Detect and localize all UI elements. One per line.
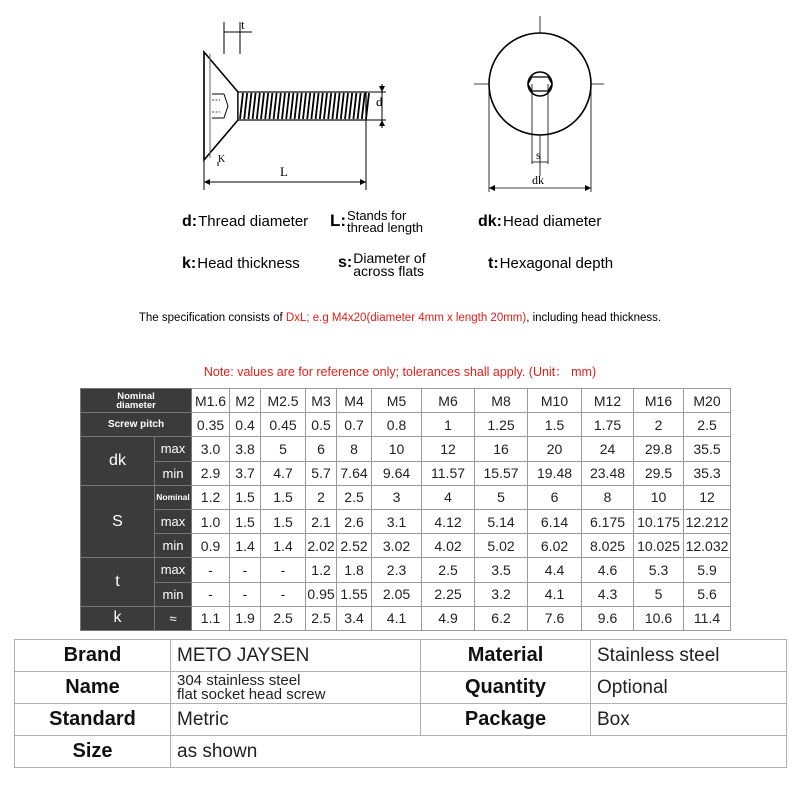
legend-d: [182, 214, 308, 230]
legend-s-symbol: s:: [338, 254, 353, 271]
cell-sizes-3: M3: [306, 389, 337, 413]
label-s: s: [536, 148, 541, 162]
quantity-value: Optional: [591, 672, 787, 704]
cell-k-approx-4: 3.4: [337, 606, 372, 630]
cell-s-max-5: 3.1: [372, 509, 422, 533]
cell-t-max-1: -: [230, 558, 261, 582]
cell-screw-pitch-2: 0.45: [261, 413, 306, 437]
cell-s-max-6: 4.12: [422, 509, 475, 533]
cell-dk-min-5: 9.64: [372, 461, 422, 485]
cell-s-min-4: 2.52: [337, 534, 372, 558]
brand-label: Brand: [15, 640, 171, 672]
cell-s-max-11: 12.212: [684, 509, 731, 533]
cell-s-max-1: 1.5: [230, 509, 261, 533]
cell-t-min-1: -: [230, 582, 261, 606]
cell-s-max-9: 6.175: [582, 509, 634, 533]
cell-k-approx-3: 2.5: [306, 606, 337, 630]
screw-pitch-header: Screw pitch: [81, 413, 192, 437]
cell-dk-max-5: 10: [372, 437, 422, 461]
row-s-max: [81, 509, 731, 533]
legend-s-line1: Diameter of: [353, 250, 426, 266]
k-approx-label: ≈: [155, 606, 192, 630]
size-value: as shown: [171, 736, 787, 768]
cell-s-nominal-4: 2.5: [337, 485, 372, 509]
cell-sizes-1: M2: [230, 389, 261, 413]
info-row-size: [15, 736, 787, 768]
cell-t-min-4: 1.55: [337, 582, 372, 606]
label-L: L: [280, 164, 288, 179]
cell-s-min-6: 4.02: [422, 534, 475, 558]
cell-dk-max-6: 12: [422, 437, 475, 461]
row-dk-max: [81, 437, 731, 461]
spec-table: [80, 388, 731, 631]
cell-dk-max-7: 16: [475, 437, 528, 461]
cell-sizes-8: M10: [528, 389, 582, 413]
cell-k-approx-9: 9.6: [582, 606, 634, 630]
cell-sizes-7: M8: [475, 389, 528, 413]
cell-t-max-7: 3.5: [475, 558, 528, 582]
cell-sizes-11: M20: [684, 389, 731, 413]
cell-s-nominal-9: 8: [582, 485, 634, 509]
legend-dk: [478, 214, 601, 230]
quantity-label: Quantity: [421, 672, 591, 704]
s-header: S: [81, 485, 155, 558]
cell-dk-min-7: 15.57: [475, 461, 528, 485]
t-max-label: max: [155, 558, 192, 582]
cell-s-nominal-6: 4: [422, 485, 475, 509]
cell-s-max-3: 2.1: [306, 509, 337, 533]
row-t-max: [81, 558, 731, 582]
s-max-label: max: [155, 509, 192, 533]
label-t: t: [241, 17, 245, 32]
specification-note: [0, 312, 800, 324]
cell-dk-min-4: 7.64: [337, 461, 372, 485]
cell-s-nominal-10: 10: [634, 485, 684, 509]
product-info-table: [14, 639, 787, 768]
cell-screw-pitch-0: 0.35: [192, 413, 230, 437]
cell-dk-min-6: 11.57: [422, 461, 475, 485]
legend-d-text: Thread diameter: [198, 213, 309, 230]
screw-side-view-drawing: [190, 14, 400, 194]
cell-t-min-10: 5: [634, 582, 684, 606]
s-min-label: min: [155, 534, 192, 558]
cell-s-min-1: 1.4: [230, 534, 261, 558]
standard-label: Standard: [15, 704, 171, 736]
legend-s: [338, 252, 426, 278]
legend-k-text: Head thickness: [197, 255, 300, 272]
cell-s-max-0: 1.0: [192, 509, 230, 533]
cell-sizes-0: M1.6: [192, 389, 230, 413]
cell-sizes-6: M6: [422, 389, 475, 413]
cell-t-max-2: -: [261, 558, 306, 582]
info-row-brand: [15, 640, 787, 672]
package-label: Package: [421, 704, 591, 736]
cell-t-max-9: 4.6: [582, 558, 634, 582]
legend-L-symbol: L:: [330, 211, 347, 230]
cell-s-min-5: 3.02: [372, 534, 422, 558]
cell-s-max-7: 5.14: [475, 509, 528, 533]
cell-k-approx-11: 11.4: [684, 606, 731, 630]
cell-s-max-2: 1.5: [261, 509, 306, 533]
cell-dk-min-0: 2.9: [192, 461, 230, 485]
cell-k-approx-2: 2.5: [261, 606, 306, 630]
cell-t-max-10: 5.3: [634, 558, 684, 582]
cell-s-nominal-1: 1.5: [230, 485, 261, 509]
size-label: Size: [15, 736, 171, 768]
legend-t: [488, 256, 613, 272]
cell-dk-min-2: 4.7: [261, 461, 306, 485]
cell-t-max-0: -: [192, 558, 230, 582]
cell-dk-max-2: 5: [261, 437, 306, 461]
name-value-line2: flat socket head screw: [177, 685, 326, 703]
cell-s-max-8: 6.14: [528, 509, 582, 533]
cell-s-min-8: 6.02: [528, 534, 582, 558]
cell-s-min-7: 5.02: [475, 534, 528, 558]
cell-screw-pitch-8: 1.5: [528, 413, 582, 437]
cell-t-max-5: 2.3: [372, 558, 422, 582]
cell-screw-pitch-3: 0.5: [306, 413, 337, 437]
cell-screw-pitch-7: 1.25: [475, 413, 528, 437]
cell-sizes-5: M5: [372, 389, 422, 413]
row-screw-pitch: [81, 413, 731, 437]
cell-screw-pitch-5: 0.8: [372, 413, 422, 437]
s-nominal-label: Nominal: [155, 485, 192, 509]
cell-dk-max-10: 29.8: [634, 437, 684, 461]
cell-screw-pitch-11: 2.5: [684, 413, 731, 437]
cell-s-nominal-2: 1.5: [261, 485, 306, 509]
spec-note-highlight: DxL; e.g M4x20(diameter 4mm x length 20mm): [285, 312, 527, 324]
cell-k-approx-10: 10.6: [634, 606, 684, 630]
dk-min-label: min: [155, 461, 192, 485]
cell-dk-min-10: 29.5: [634, 461, 684, 485]
nominal-diameter-header: Nominal diameter: [81, 389, 192, 413]
cell-k-approx-6: 4.9: [422, 606, 475, 630]
row-nominal-diameter: [81, 389, 731, 413]
info-row-standard: [15, 704, 787, 736]
cell-screw-pitch-1: 0.4: [230, 413, 261, 437]
legend-t-symbol: t:: [488, 255, 499, 272]
name-value-line1: 304 stainless steel: [177, 671, 301, 689]
cell-sizes-9: M12: [582, 389, 634, 413]
cell-s-min-2: 1.4: [261, 534, 306, 558]
cell-screw-pitch-10: 2: [634, 413, 684, 437]
cell-t-min-3: 0.95: [306, 582, 337, 606]
cell-t-min-0: -: [192, 582, 230, 606]
cell-screw-pitch-4: 0.7: [337, 413, 372, 437]
cell-s-max-4: 2.6: [337, 509, 372, 533]
cell-s-max-10: 10.175: [634, 509, 684, 533]
name-value: [171, 672, 421, 704]
cell-dk-max-9: 24: [582, 437, 634, 461]
cell-t-min-7: 3.2: [475, 582, 528, 606]
info-row-name: [15, 672, 787, 704]
cell-t-min-9: 4.3: [582, 582, 634, 606]
name-label: Name: [15, 672, 171, 704]
label-k: K: [218, 154, 226, 165]
legend-k: [182, 256, 300, 272]
legend-dk-text: Head diameter: [503, 213, 602, 230]
cell-t-min-11: 5.6: [684, 582, 731, 606]
cell-s-min-3: 2.02: [306, 534, 337, 558]
cell-dk-max-8: 20: [528, 437, 582, 461]
cell-t-min-6: 2.25: [422, 582, 475, 606]
cell-dk-min-8: 19.48: [528, 461, 582, 485]
cell-s-nominal-8: 6: [528, 485, 582, 509]
cell-t-max-4: 1.8: [337, 558, 372, 582]
cell-dk-max-4: 8: [337, 437, 372, 461]
row-t-min: [81, 582, 731, 606]
cell-k-approx-5: 4.1: [372, 606, 422, 630]
dk-header: dk: [81, 437, 155, 485]
material-value: Stainless steel: [591, 640, 787, 672]
cell-screw-pitch-6: 1: [422, 413, 475, 437]
label-dk: dk: [532, 173, 544, 187]
legend-s-line2: across flats: [353, 263, 425, 279]
legend-d-symbol: d:: [182, 213, 198, 230]
legend-t-text: Hexagonal depth: [499, 255, 614, 272]
package-value: Box: [591, 704, 787, 736]
cell-t-max-6: 2.5: [422, 558, 475, 582]
cell-k-approx-0: 1.1: [192, 606, 230, 630]
label-d: d: [376, 94, 383, 109]
row-dk-min: [81, 461, 731, 485]
t-header: t: [81, 558, 155, 606]
legend-L-line2: thread length: [347, 220, 423, 235]
cell-s-min-10: 10.025: [634, 534, 684, 558]
row-k-approx: [81, 606, 731, 630]
cell-s-nominal-7: 5: [475, 485, 528, 509]
t-min-label: min: [155, 582, 192, 606]
cell-t-min-2: -: [261, 582, 306, 606]
standard-value: Metric: [171, 704, 421, 736]
cell-t-max-3: 1.2: [306, 558, 337, 582]
cell-dk-min-9: 23.48: [582, 461, 634, 485]
legend-k-symbol: k:: [182, 255, 197, 272]
cell-sizes-2: M2.5: [261, 389, 306, 413]
dk-max-label: max: [155, 437, 192, 461]
cell-s-min-9: 8.025: [582, 534, 634, 558]
cell-k-approx-1: 1.9: [230, 606, 261, 630]
cell-s-nominal-5: 3: [372, 485, 422, 509]
cell-t-max-8: 4.4: [528, 558, 582, 582]
cell-s-nominal-3: 2: [306, 485, 337, 509]
material-label: Material: [421, 640, 591, 672]
cell-dk-max-0: 3.0: [192, 437, 230, 461]
cell-dk-min-1: 3.7: [230, 461, 261, 485]
cell-k-approx-8: 7.6: [528, 606, 582, 630]
cell-dk-max-3: 6: [306, 437, 337, 461]
tolerance-note: Note: values are for reference only; tolerances shall apply. (Unit： mm): [203, 365, 597, 379]
k-header: k: [81, 606, 155, 630]
cell-s-nominal-11: 12: [684, 485, 731, 509]
cell-dk-max-1: 3.8: [230, 437, 261, 461]
cell-s-nominal-0: 1.2: [192, 485, 230, 509]
brand-value: METO JAYSEN: [171, 640, 421, 672]
cell-dk-max-11: 35.5: [684, 437, 731, 461]
cell-sizes-4: M4: [337, 389, 372, 413]
cell-dk-min-11: 35.3: [684, 461, 731, 485]
legend-L: [330, 210, 423, 234]
screw-front-view-drawing: [472, 16, 612, 196]
spec-note-suffix: , including head thickness.: [526, 312, 662, 324]
cell-s-min-0: 0.9: [192, 534, 230, 558]
legend-dk-symbol: dk:: [478, 213, 502, 230]
cell-s-min-11: 12.032: [684, 534, 731, 558]
cell-screw-pitch-9: 1.75: [582, 413, 634, 437]
cell-t-min-8: 4.1: [528, 582, 582, 606]
spec-note-prefix: The specification consists of: [138, 312, 286, 324]
cell-t-max-11: 5.9: [684, 558, 731, 582]
cell-dk-min-3: 5.7: [306, 461, 337, 485]
row-s-nominal: [81, 485, 731, 509]
cell-sizes-10: M16: [634, 389, 684, 413]
cell-k-approx-7: 6.2: [475, 606, 528, 630]
legend-L-line1: Stands for: [347, 208, 407, 223]
cell-t-min-5: 2.05: [372, 582, 422, 606]
row-s-min: [81, 534, 731, 558]
